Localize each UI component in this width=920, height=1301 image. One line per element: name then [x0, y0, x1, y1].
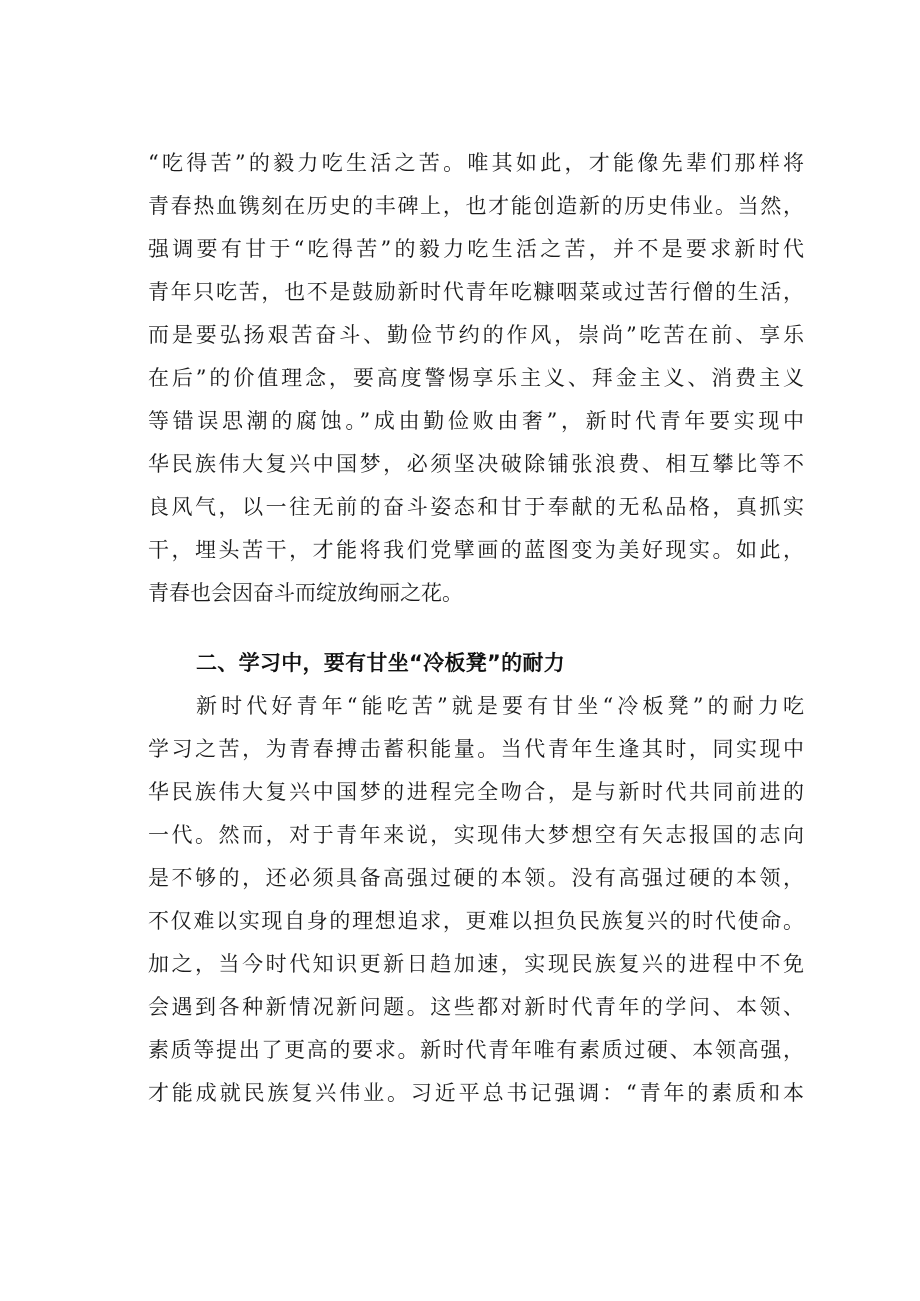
- text-line: 才能成就民族复兴伟业。习近平总书记强调：“青年的素质和本: [148, 1081, 804, 1105]
- text-line: 加之，当今时代知识更新日趋加速，实现民族复兴的进程中不免: [148, 952, 804, 976]
- text-line: 素质等提出了更高的要求。新时代青年唯有素质过硬、本领高强，: [148, 1038, 804, 1062]
- text-line: 在后”的价值理念，要高度警惕享乐主义、拜金主义、消费主义: [148, 366, 804, 390]
- text-line: “吃得苦”的毅力吃生活之苦。唯其如此，才能像先辈们那样将: [148, 151, 804, 175]
- text-line: 等错误思潮的腐蚀。”成由勤俭败由奢”，新时代青年要实现中: [148, 409, 804, 433]
- text-line: 一代。然而，对于青年来说，实现伟大梦想空有矢志报国的志向: [148, 823, 804, 847]
- text-line: 华民族伟大复兴中国梦的进程完全吻合，是与新时代共同前进的: [148, 780, 804, 804]
- text-line: 是不够的，还必须具备高强过硬的本领。没有高强过硬的本领，: [148, 866, 804, 890]
- text-line: 良风气，以一往无前的奋斗姿态和甘于奉献的无私品格，真抓实: [148, 495, 804, 519]
- text-line: 华民族伟大复兴中国梦，必须坚决破除铺张浪费、相互攀比等不: [148, 452, 804, 476]
- text-line: 不仅难以实现自身的理想追求，更难以担负民族复兴的时代使命。: [148, 909, 804, 933]
- text-line: 学习之苦，为青春搏击蓄积能量。当代青年生逢其时，同实现中: [148, 737, 804, 761]
- text-line: 青春热血镌刻在历史的丰碑上，也才能创造新的历史伟业。当然，: [148, 194, 804, 218]
- text-line: 青春也会因奋斗而绽放绚丽之花。: [148, 581, 463, 605]
- text-line: 而是要弘扬艰苦奋斗、勤俭节约的作风，崇尚”吃苦在前、享乐: [148, 323, 804, 347]
- text-line: 青年只吃苦，也不是鼓励新时代青年吃糠咽菜或过苦行僧的生活，: [148, 280, 804, 304]
- text-line: 会遇到各种新情况新问题。这些都对新时代青年的学问、本领、: [148, 995, 804, 1019]
- text-line: 强调要有甘于“吃得苦”的毅力吃生活之苦，并不是要求新时代: [148, 237, 804, 261]
- text-line: 干，埋头苦干，才能将我们党擘画的蓝图变为美好现实。如此，: [148, 538, 804, 562]
- text-line: 新时代好青年“能吃苦”就是要有甘坐“冷板凳”的耐力吃: [196, 694, 804, 718]
- section-heading: 二、学习中，要有甘坐“冷板凳”的耐力: [196, 651, 566, 675]
